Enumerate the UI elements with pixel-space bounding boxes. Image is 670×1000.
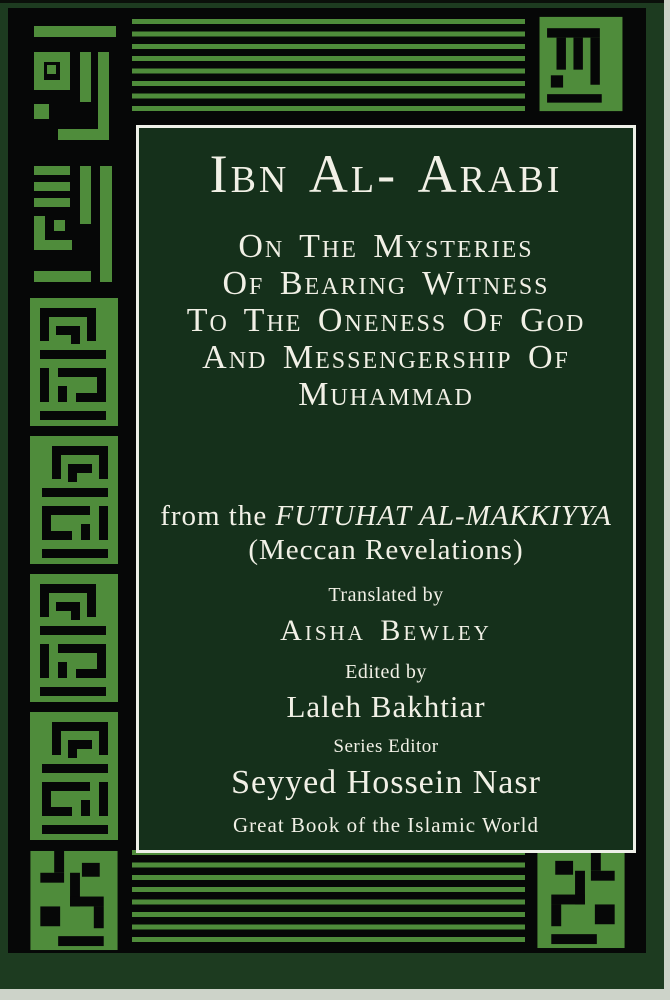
book-title: Ibn Al- Arabi [209,144,563,204]
edited-by-label: Edited by [345,661,427,683]
kufic-corner-motif-icon [28,849,120,952]
subtitle-line: Muhammad [298,376,474,413]
decorative-frame [8,8,646,953]
scan-edge-bottom [0,989,670,1000]
scan-edge-top [0,0,670,3]
allah-kufic-corner-icon [535,15,627,113]
scan-edge-right [664,0,670,1000]
editor-name: Laleh Bakhtiar [286,689,486,724]
stripe-pattern-top [132,19,525,111]
kufic-maze-motif-icon [28,296,120,428]
source-work-subtitle: (Meccan Revelations) [248,534,524,566]
series-editor-label: Series Editor [333,736,439,757]
series-name: Great Book of the Islamic World [233,813,539,837]
kufic-maze-motif-icon [28,572,120,704]
kufic-maze-motif-icon [28,434,120,566]
series-editor-name: Seyyed Hossein Nasr [231,764,541,801]
subtitle-line: To The Oneness Of God [186,302,586,339]
subtitle-line: Of Bearing Witness [222,265,550,302]
translator-name: Aisha Bewley [280,614,492,647]
kufic-maze-motif-icon [28,710,120,842]
allah-kufic-motif-icon [28,20,120,152]
subtitle-line: And Messengership Of [202,339,570,376]
source-prefix: from the [160,500,268,532]
book-subtitle [139,228,633,413]
subtitle-line: On The Mysteries [238,228,534,265]
kufic-corner-motif-icon [535,847,627,950]
source-work-title: FUTUHAT AL-MAKKIYYA [275,500,612,532]
translated-by-label: Translated by [328,584,444,606]
title-panel [136,125,636,853]
stripe-pattern-bottom [132,850,525,942]
kufic-strokes-motif-icon [28,158,120,290]
source-work-line [139,499,633,533]
